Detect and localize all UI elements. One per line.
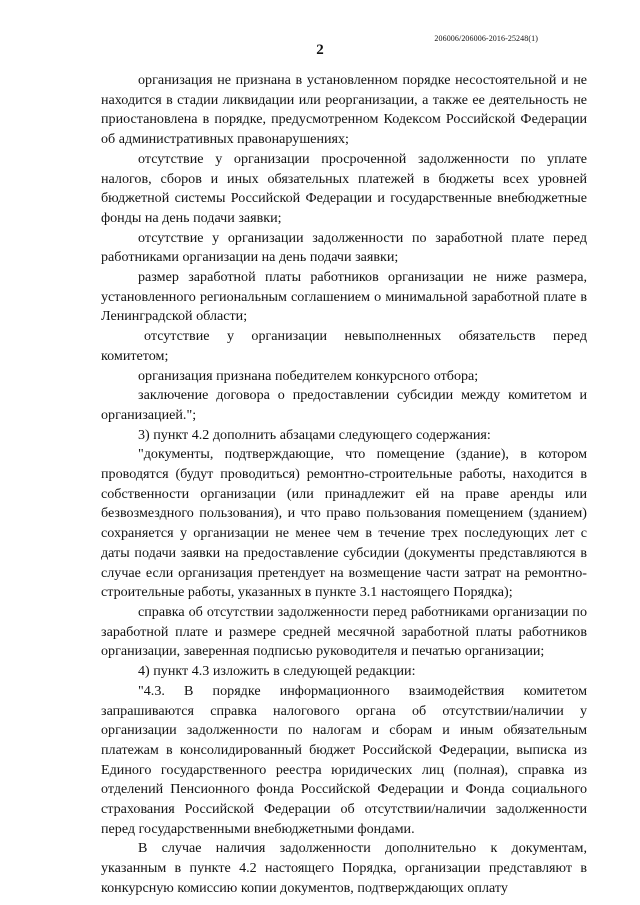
paragraph-5: отсутствие у организации невыполненных обязательств перед комитетом; [101,328,587,364]
paragraph-7: заключение договора о предоставлении субсидии между комитетом и организацией."; [101,387,587,423]
paragraph-9: "документы, подтверждающие, что помещение (здание), в котором проводятся (будут проводиться) ремонтно-строительные работы, находится в собственности организации (или принадлежит ей на праве аренды или безвозмездного пользования), и что право пользования помещением (зданием) сохраняется у организации не менее чем в течение трех последующих лет с даты подачи заявки на предоставление субсидии (документы представляются в случае если организация претендует на возмещение части затрат на ремонтно-строительные работы, указанных в пункте 3.1 настоящего Порядка); [101,446,587,601]
paragraph-13: В случае наличия задолженности дополнительно к документам, указанным в пункте 4.2 настоящего Порядка, организации представляют в конкурсную комиссию копии документов, подтверждающих оплату [101,840,587,896]
paragraph-8: 3) пункт 4.2 дополнить абзацами следующего содержания: [138,426,491,443]
paragraph-4: размер заработной платы работников организации не ниже размера, установленного региональным соглашением о минимальной заработной плате в Ленинградской области; [101,269,587,325]
paragraph-2: отсутствие у организации просроченной задолженности по уплате налогов, сборов и иных обязательных платежей в бюджеты всех уровней бюджетной системы Российской Федерации и государственные внебюджетные фонды на день подачи заявки; [101,150,587,226]
paragraph-1: организация не признана в установленном порядке несостоятельной и не находится в стадии ликвидации или реорганизации, а также ее деятельность не приостановлена в порядке, предусмотренном Кодексом Российской Федерации об административных правонарушениях; [101,72,587,148]
document-id: 206006/206006-2016-25248(1) [434,34,538,43]
paragraph-12: "4.3. В порядке информационного взаимодействия комитетом запрашиваются справка налогового органа об отсутствии/наличии у организации задолженности по налогам и сборам и иным обязательным платежам в консолидированный бюджет Российской Федерации, выписка из Единого государственного реестра юридических лиц (полная), справка из отделений Пенсионного фонда Российской Федерации и Фонда социального страхования Российской Федерации об отсутствии/наличии задолженности перед государственными внебюджетными фондами. [101,682,587,837]
paragraph-11: 4) пункт 4.3 изложить в следующей редакции: [138,663,416,680]
paragraph-10: справка об отсутствии задолженности перед работниками организации по заработной плате и размере средней месячной заработной платы работников организации, заверенная подписью руководителя и печатью организации; [101,603,587,660]
page-number: 2 [316,42,324,58]
paragraph-6: организация признана победителем конкурсного отбора; [138,367,479,384]
document-body [101,71,587,899]
paragraph-3: отсутствие у организации задолженности по заработной плате перед работниками организации на день подачи заявки; [101,229,587,266]
